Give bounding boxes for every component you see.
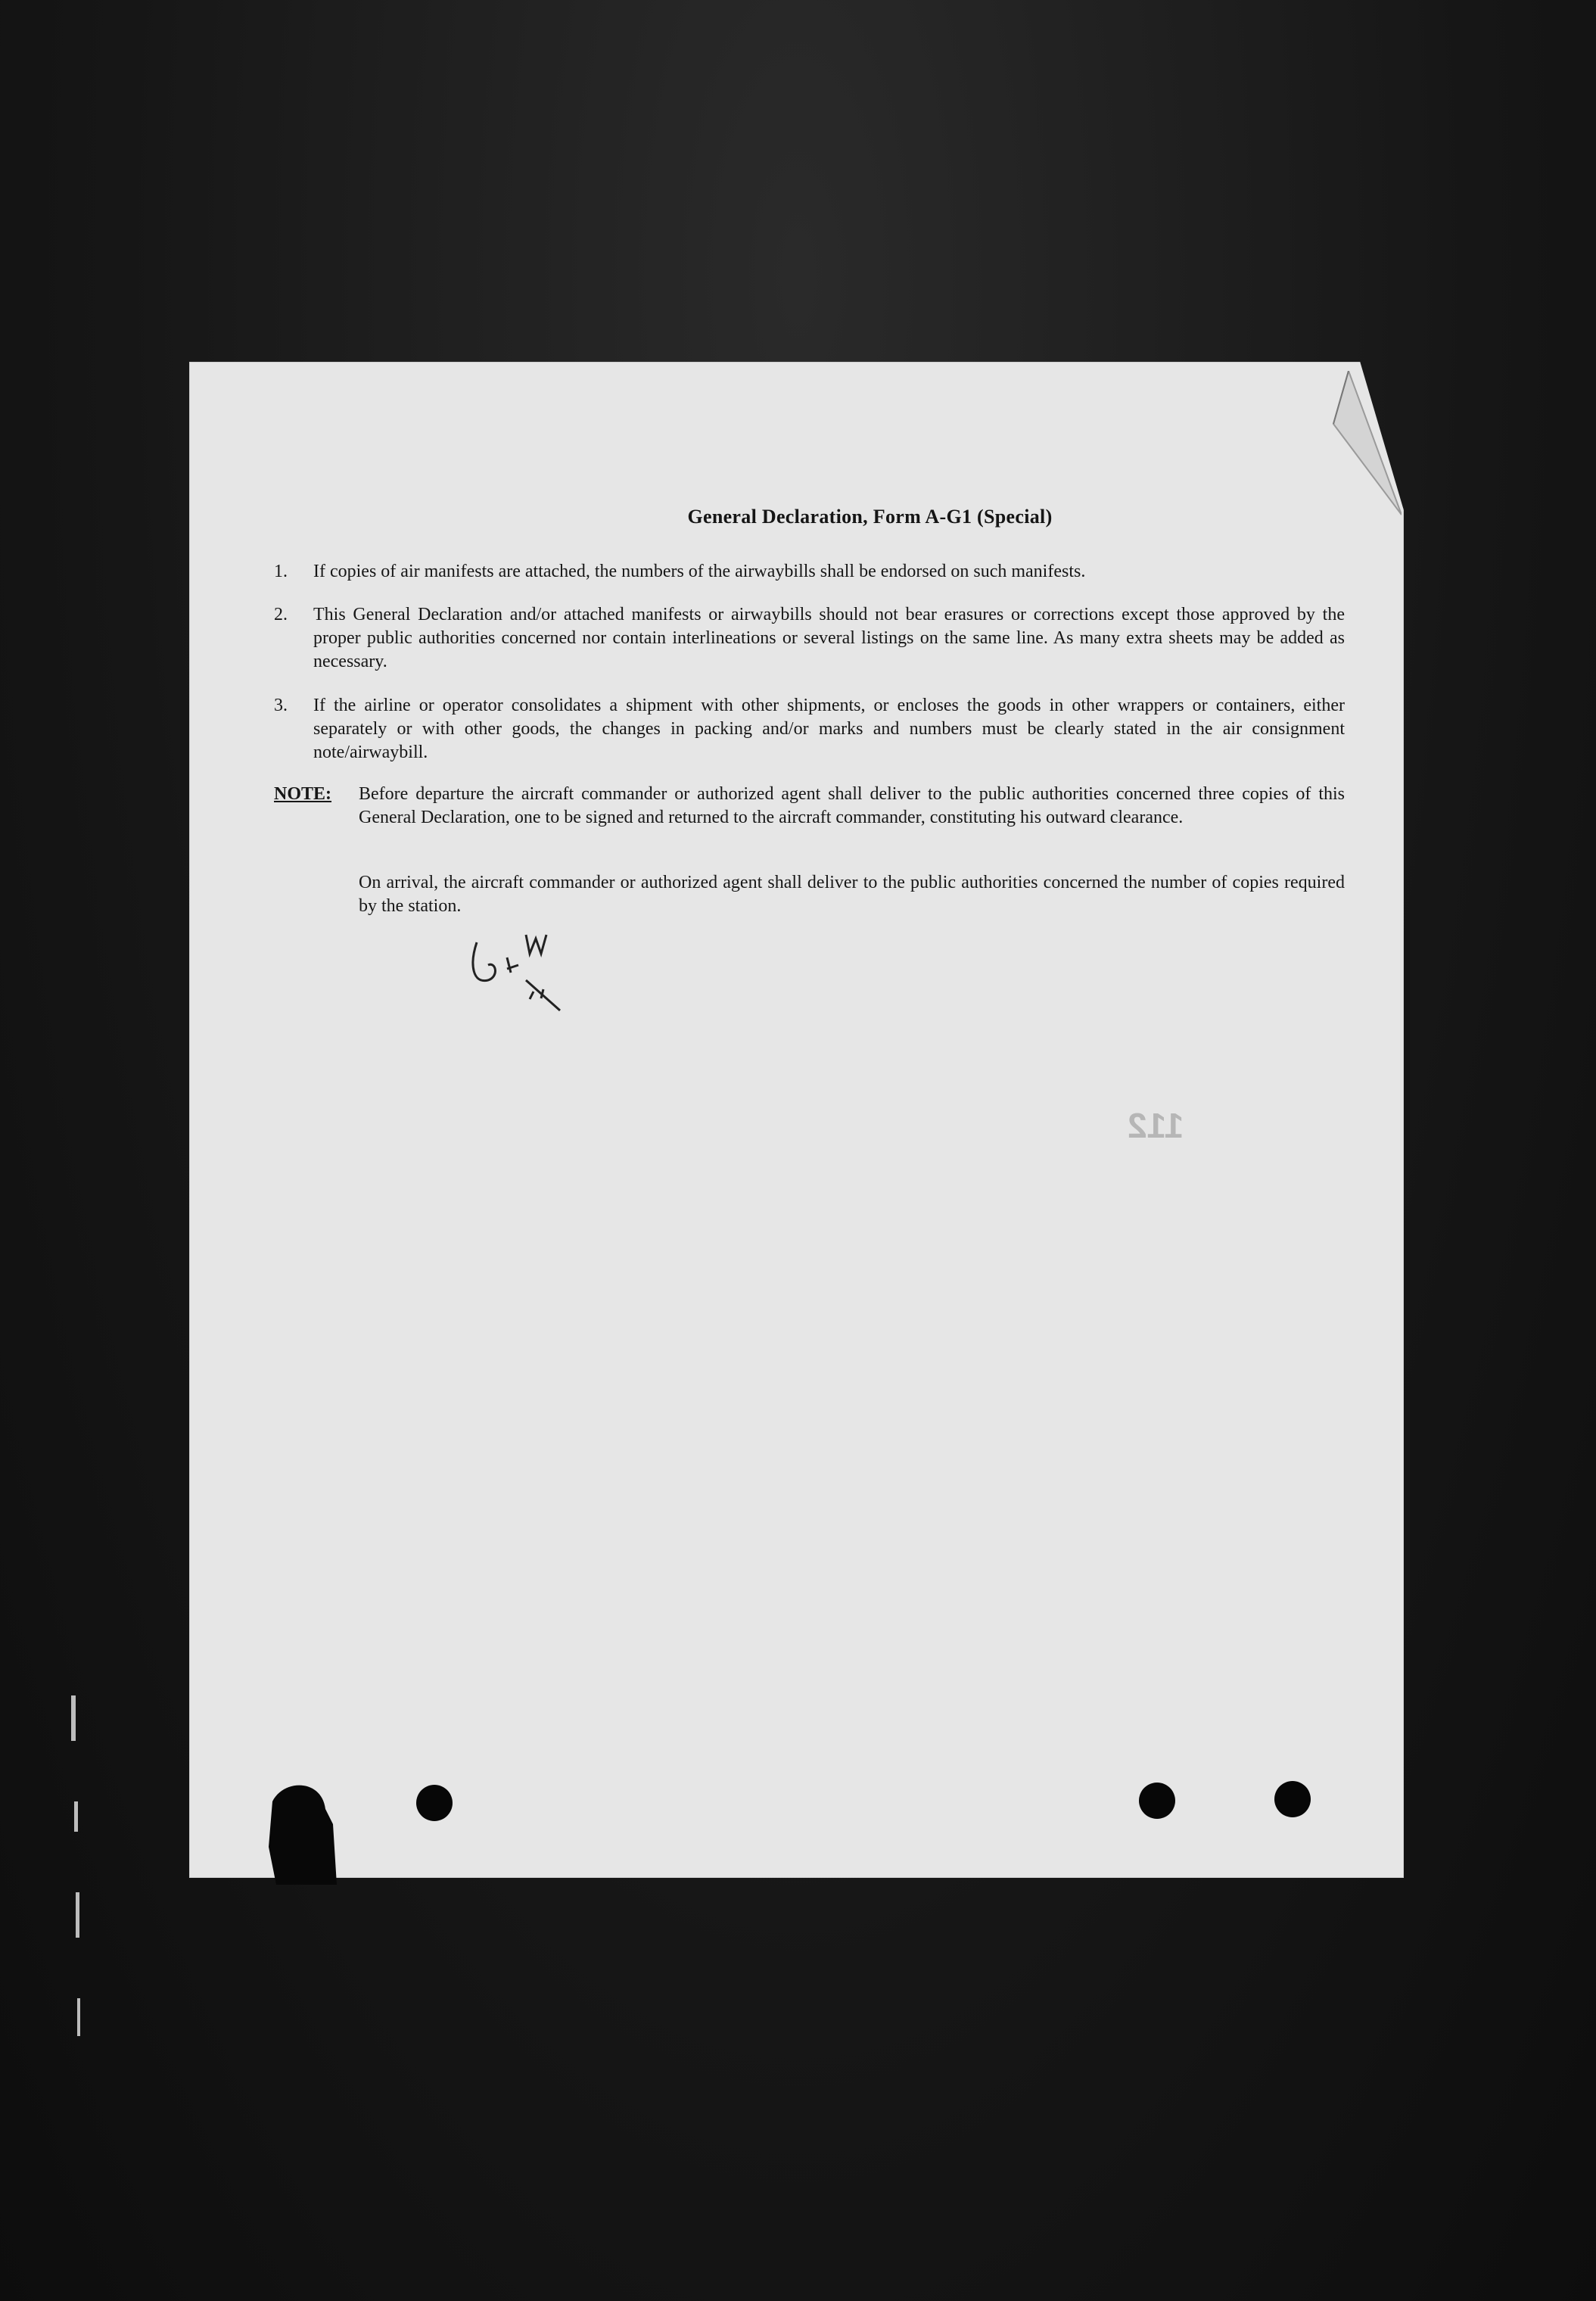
item-number: 2.: [274, 605, 288, 624]
item-text: If the airline or operator consolidates a shipment with other shipments, or encloses the goods in other wrappers or containers, either separately or with other goods, the changes in packing and/or marks and numbers must be clearly stated in the air consignment note/airwaybill.: [313, 696, 1345, 762]
punch-hole: [1274, 1781, 1311, 1817]
bleed-through-number: 112: [1128, 1106, 1184, 1145]
torn-edge-mark: [261, 1779, 344, 1885]
document-page: [189, 362, 1404, 1878]
note-paragraph-1: Before departure the aircraft commander or authorized agent shall deliver to the public authorities concerned three copies of this General Declaration, one to be signed and returned to the aircraft commander, constituting his outward clearance.: [359, 784, 1345, 827]
item-text: This General Declaration and/or attached manifests or airwaybills should not bear erasures or corrections except those approved by the proper public authorities concerned nor contain interlineations or several listings on the same line. As many extra sheets may be added as necessary.: [313, 605, 1345, 671]
instruction-item-1: [274, 560, 1345, 584]
handwritten-initials: [454, 920, 590, 1026]
folded-corner: [1296, 371, 1402, 522]
note-paragraph-2: On arrival, the aircraft commander or authorized agent shall deliver to the public authorities concerned the number of copies required by the station.: [359, 873, 1345, 916]
note-label: NOTE:: [274, 784, 332, 804]
scan-edge-marks: [67, 1695, 89, 2074]
instruction-item-2: [274, 603, 1345, 674]
instruction-item-3: [274, 694, 1345, 764]
form-title: General Declaration, Form A-G1 (Special): [687, 506, 1053, 528]
punch-hole: [1139, 1783, 1175, 1819]
item-text: If copies of air manifests are attached, the numbers of the airwaybills shall be endorsed on such manifests.: [313, 562, 1086, 581]
item-number: 3.: [274, 696, 288, 715]
note-section-2: [274, 871, 1345, 918]
item-number: 1.: [274, 562, 288, 581]
punch-hole: [416, 1785, 453, 1821]
note-section: [274, 783, 1345, 830]
